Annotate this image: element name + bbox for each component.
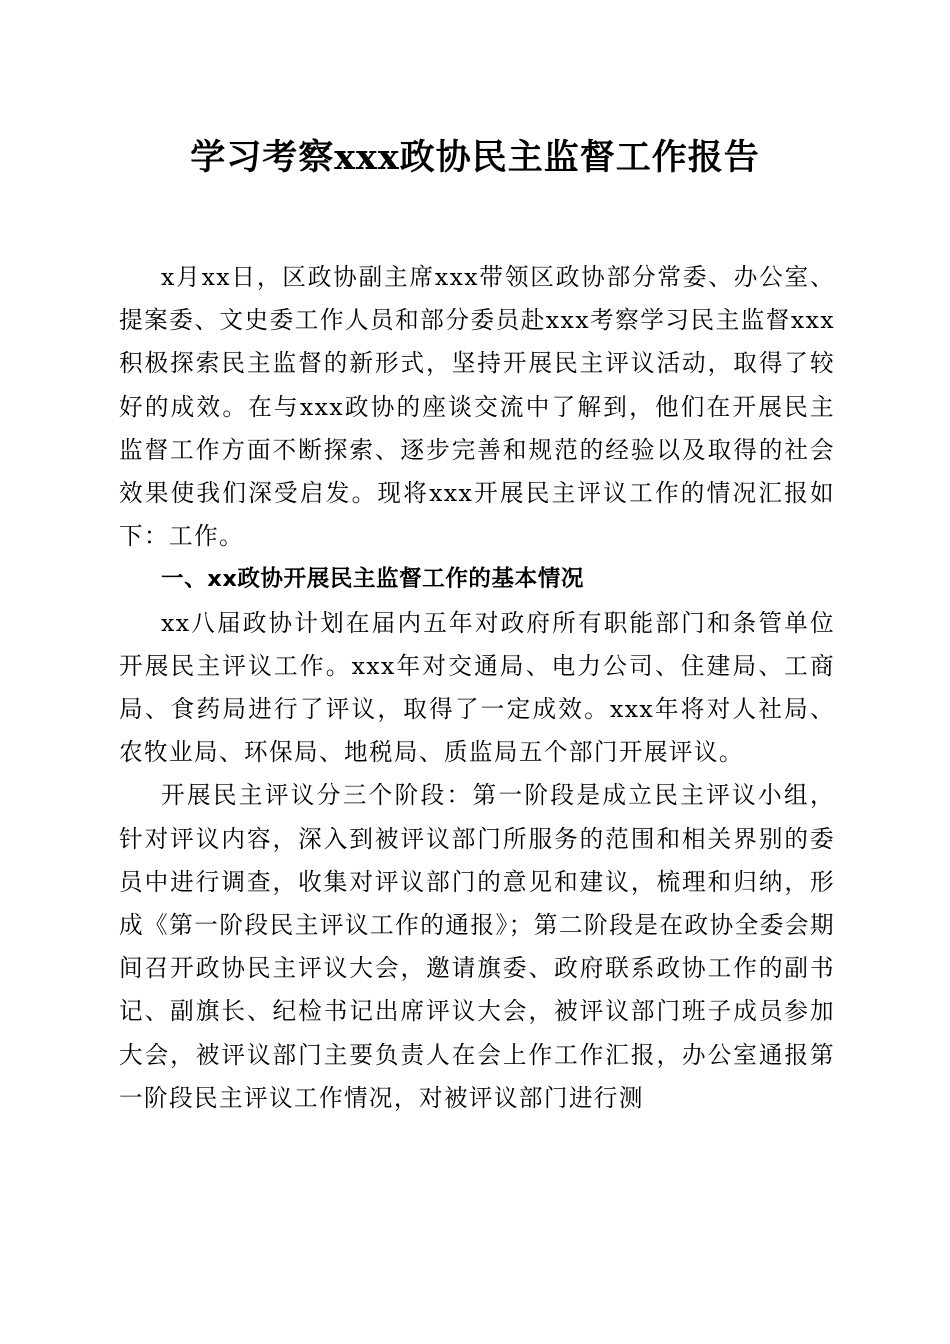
section-heading-1: 一、xx政协开展民主监督工作的基本情况 — [161, 566, 584, 593]
paragraph-stages: 开展民主评议分三个阶段：第一阶段是成立民主评议小组，针对评议内容，深入到被评议部门所服务的范围和相关界别的委员中进行调查，收集对评议部门的意见和建议，梳理和归纳，形成《第一阶段民主评议工作的通报》；第二阶段是在政协全委会期间召开政协民主评议大会，邀请旗委、政府联系政协工作的副书记、副旗长、纪检书记出席评议大会，被评议部门班子成员参加大会，被评议部门主要负责人在会上作工作汇报，办公室通报第一阶段民主评议工作情况，对被评议部门进行测 — [119, 781, 835, 1112]
document-title: 学习考察xxx政协民主监督工作报告 — [190, 137, 760, 178]
paragraph-intro: x月xx日，区政协副主席xxx带领区政协部分常委、办公室、提案委、文史委工作人员和部分委员赴xxx考察学习民主监督xxx积极探索民主监督的新形式，坚持开展民主评议活动，取得了较好的成效。在与xxx政协的座谈交流中了解到，他们在开展民主监督工作方面不断探索、逐步完善和规范的经验以及取得的社会效果使我们深受启发。现将xxx开展民主评议工作的情况汇报如下：工作。 — [119, 263, 835, 551]
paragraph-plan: xx八届政协计划在届内五年对政府所有职能部门和条管单位开展民主评议工作。xxx年对交通局、电力公司、住建局、工商局、食药局进行了评议，取得了一定成效。xxx年将对人社局、农牧业局、环保局、地税局、质监局五个部门开展评议。 — [119, 608, 835, 767]
document-body — [119, 256, 835, 1120]
